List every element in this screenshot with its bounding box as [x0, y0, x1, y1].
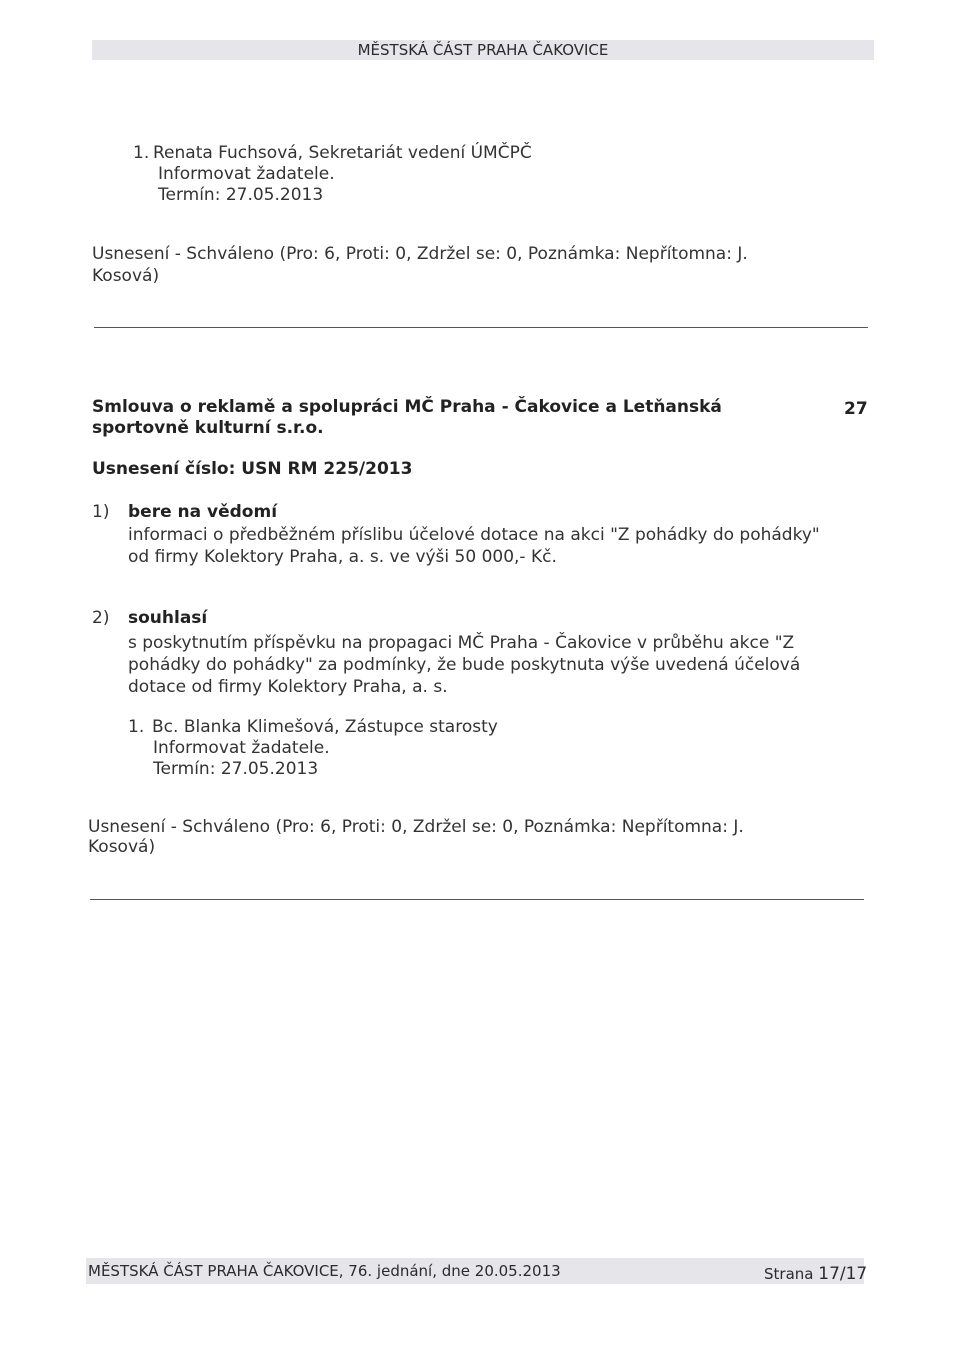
divider	[90, 899, 864, 900]
point-text: informaci o předběžném příslibu účelové dotace na akci "Z pohádky do pohádky"	[128, 525, 820, 545]
point-number: 2)	[92, 608, 110, 628]
item-title: Smlouva o reklamě a spolupráci MČ Praha - Čakovice a Letňanská	[92, 397, 722, 417]
point-text: dotace od firmy Kolektory Praha, a. s.	[128, 677, 448, 697]
vote-result-continued: Kosová)	[88, 837, 156, 857]
page-number: 17/17	[818, 1264, 868, 1284]
point-text: od firmy Kolektory Praha, a. s. ve výši 50 000,- Kč.	[128, 547, 557, 567]
vote-result-continued: Kosová)	[92, 266, 160, 286]
page-label: Strana	[764, 1265, 814, 1283]
footer-meeting-info: MĚSTSKÁ ČÁST PRAHA ČAKOVICE, 76. jednání, dne 20.05.2013	[88, 1262, 561, 1280]
vote-result: Usnesení - Schváleno (Pro: 6, Proti: 0, Zdržel se: 0, Poznámka: Nepřítomna: J.	[88, 817, 744, 837]
page-counter	[764, 1264, 867, 1284]
task-number: 1.	[128, 717, 145, 737]
item-number: 27	[844, 399, 868, 419]
page-header	[92, 40, 874, 60]
task-number: 1.	[133, 143, 150, 163]
point-text: pohádky do pohádky" za podmínky, že bude poskytnuta výše uvedená účelová	[128, 655, 801, 675]
header-title: MĚSTSKÁ ČÁST PRAHA ČAKOVICE	[357, 41, 609, 59]
point-text: s poskytnutím příspěvku na propagaci MČ Praha - Čakovice v průběhu akce "Z	[128, 633, 795, 653]
task-person: Bc. Blanka Klimešová, Zástupce starosty	[152, 717, 498, 737]
task-action: Informovat žadatele.	[153, 738, 330, 758]
divider	[94, 327, 868, 328]
task-deadline: Termín: 27.05.2013	[158, 185, 324, 205]
vote-result: Usnesení - Schváleno (Pro: 6, Proti: 0, Zdržel se: 0, Poznámka: Nepřítomna: J.	[92, 244, 748, 264]
resolution-number: Usnesení číslo: USN RM 225/2013	[92, 459, 413, 479]
point-heading: souhlasí	[128, 608, 208, 628]
item-title-continued: sportovně kulturní s.r.o.	[92, 418, 324, 438]
task-deadline: Termín: 27.05.2013	[153, 759, 319, 779]
task-action: Informovat žadatele.	[158, 164, 335, 184]
task-person: Renata Fuchsová, Sekretariát vedení ÚMČPČ	[153, 143, 532, 163]
point-heading: bere na vědomí	[128, 502, 278, 522]
point-number: 1)	[92, 502, 110, 522]
